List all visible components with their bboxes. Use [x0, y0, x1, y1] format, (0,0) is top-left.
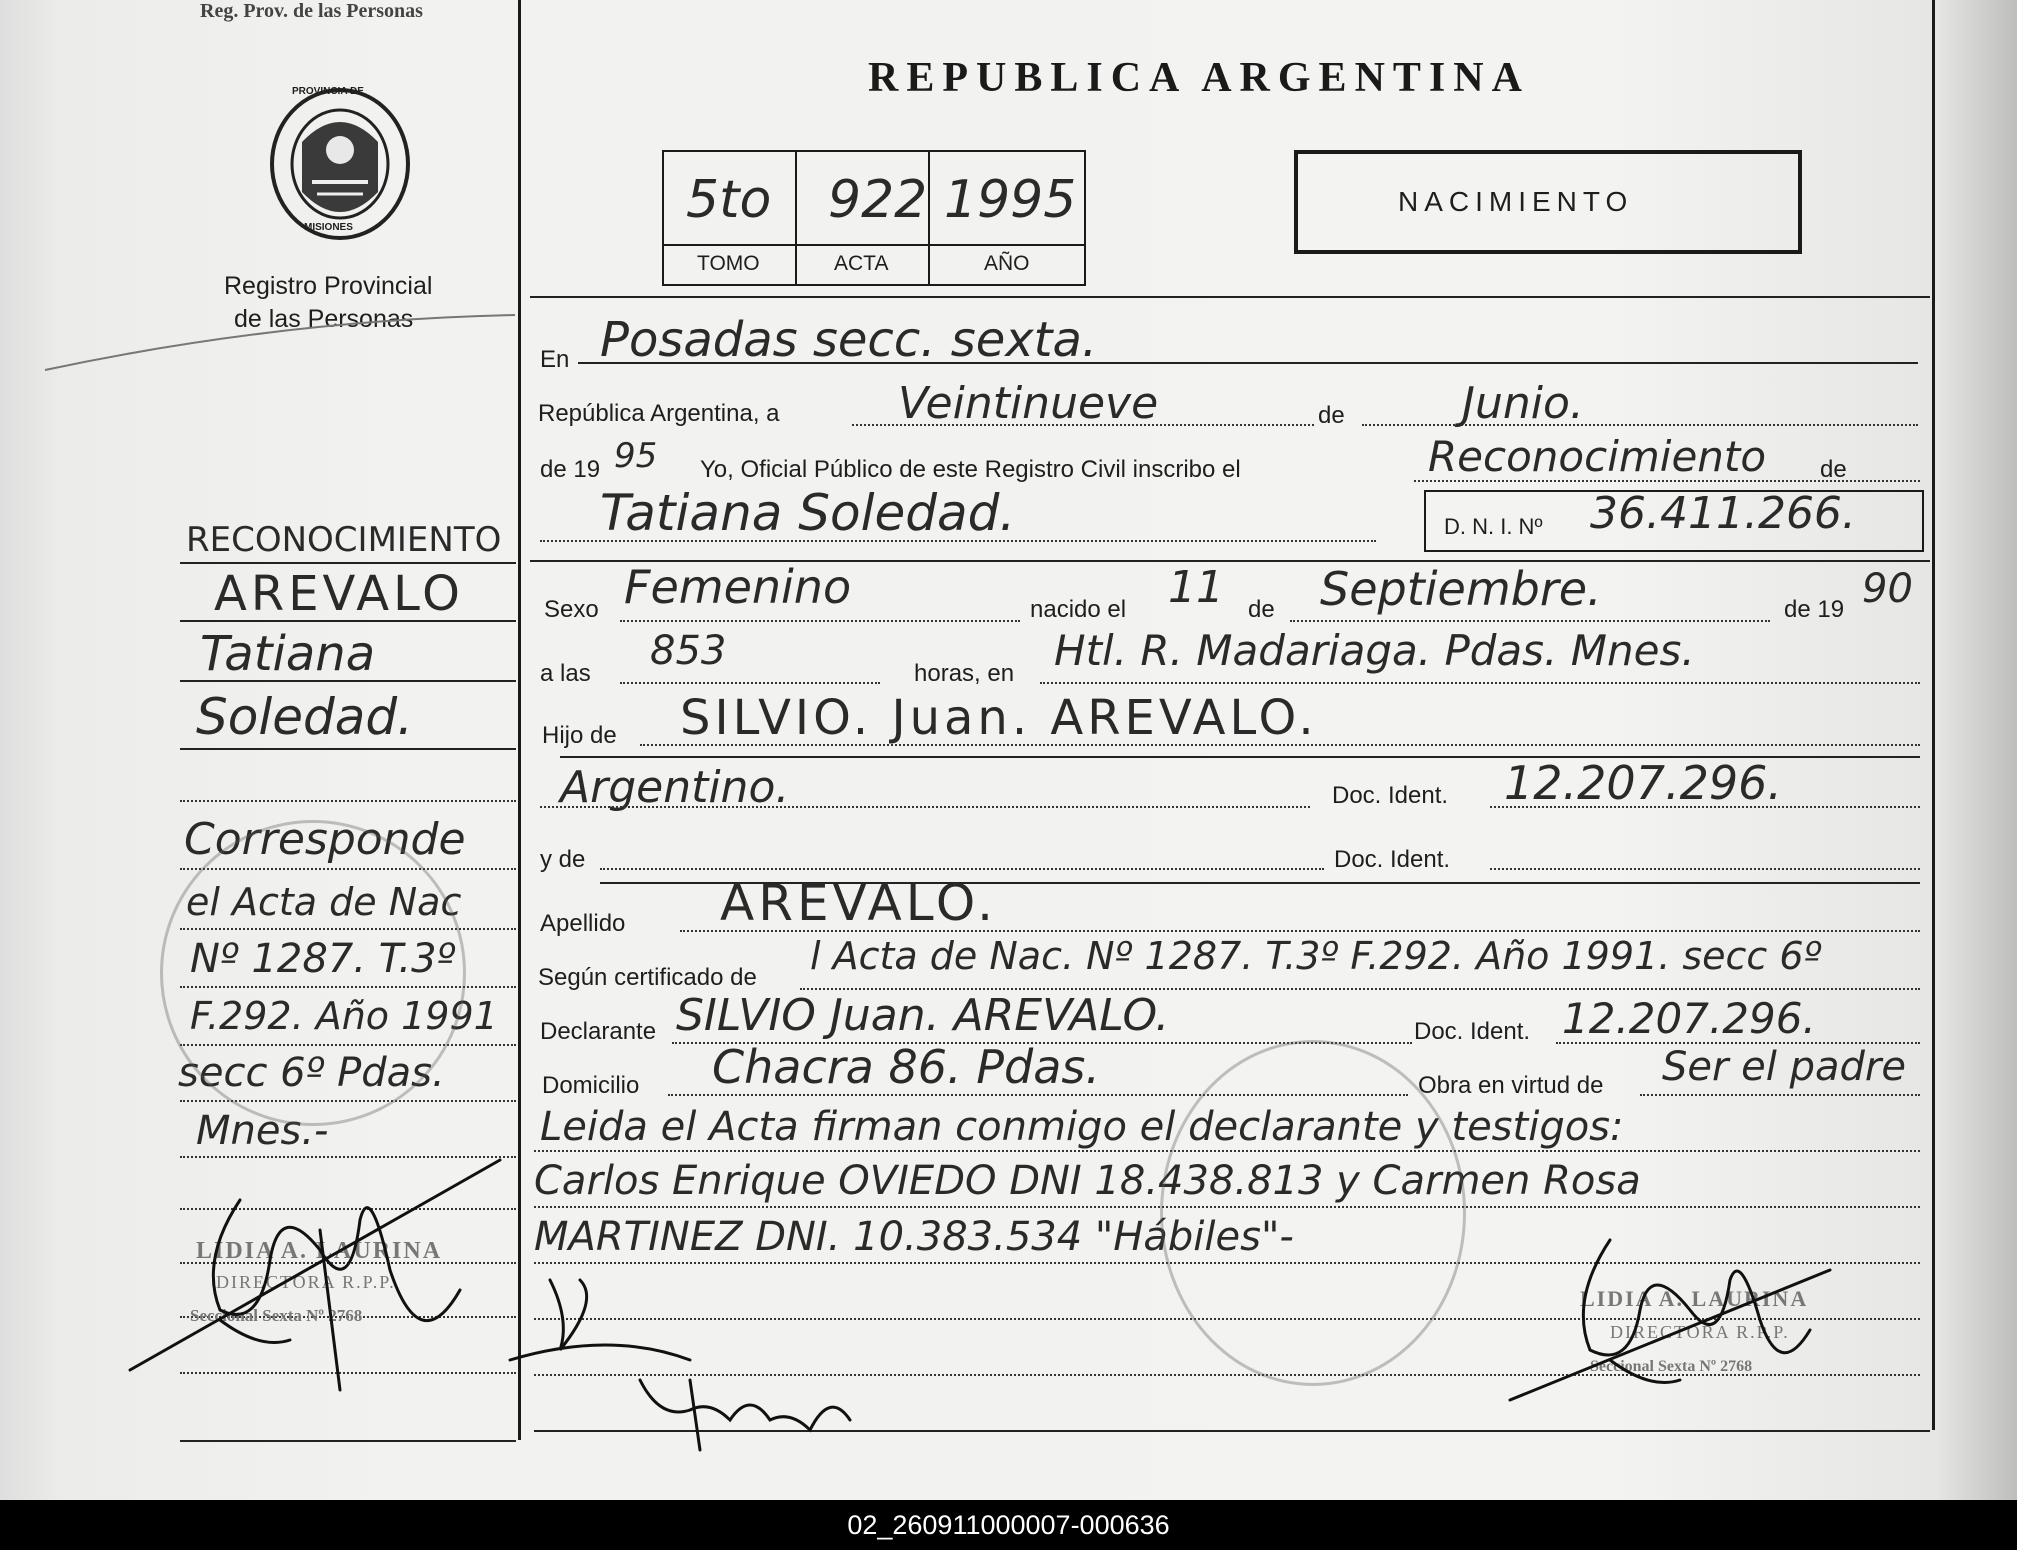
- year-prefix: de 19: [540, 456, 601, 483]
- country-title: REPUBLICA ARGENTINA: [868, 55, 1530, 101]
- address-value: Chacra 86. Pdas.: [712, 1040, 1100, 1094]
- dni-value: 36.411.266.: [1590, 488, 1856, 539]
- record-month-value: Junio.: [1462, 378, 1584, 429]
- margin-note-1: Corresponde: [184, 814, 466, 865]
- name-line: [540, 540, 1376, 542]
- birth-year-prefix: de 19: [1784, 596, 1845, 623]
- hijo-label: Hijo de: [542, 722, 617, 749]
- seal-text-top: PROVINCIA DE: [292, 86, 364, 97]
- horas-label: horas, en: [914, 660, 1015, 687]
- act-type-value: Reconocimiento: [1428, 432, 1767, 481]
- observation-line-1: Leida el Acta firman conmigo el declarante y testigos:: [540, 1104, 1624, 1150]
- acta-label: ACTA: [834, 252, 889, 275]
- margin-name1: Tatiana: [200, 626, 376, 682]
- de-label: de: [1318, 402, 1345, 429]
- registry-header-text: Reg. Prov. de las Personas: [200, 0, 423, 22]
- declarante-doc-label: Doc. Ident.: [1414, 1018, 1531, 1045]
- father-doc-label: Doc. Ident.: [1332, 782, 1449, 809]
- registry-name-line1: Registro Provincial: [224, 272, 433, 300]
- margin-note-3: Nº 1287. T.3º: [190, 936, 456, 982]
- ano-label: AÑO: [984, 252, 1030, 275]
- margin-note-2: el Acta de Nac: [186, 880, 462, 924]
- form-top-rule: [530, 296, 1930, 298]
- document-type: NACIMIENTO: [1398, 186, 1634, 217]
- margin-rule: [180, 748, 516, 750]
- birth-year-value: 90: [1862, 566, 1913, 612]
- margin-divider-line: [40, 310, 520, 390]
- right-border: [1932, 0, 1935, 1430]
- mother-line: [600, 868, 1324, 870]
- margin-note-4: F.292. Año 1991: [190, 994, 498, 1038]
- sexo-label: Sexo: [544, 596, 599, 623]
- father-doc-line: [1490, 806, 1920, 808]
- mother-doc-line: [1490, 868, 1920, 870]
- en-line: [578, 362, 1918, 364]
- father-nationality-value: Argentino.: [560, 762, 790, 813]
- observation-line-2: Carlos Enrique OVIEDO DNI 18.438.813 y Carmen Rosa: [534, 1158, 1641, 1204]
- margin-name2: Soledad.: [196, 688, 413, 746]
- birth-month-value: Septiembre.: [1320, 562, 1602, 616]
- republica-label: República Argentina, a: [538, 400, 780, 427]
- sex-value: Femenino: [624, 560, 852, 614]
- tomo-label: TOMO: [697, 252, 760, 275]
- certificate-value: l Acta de Nac. Nº 1287. T.3º F.292. Año 1991. secc 6º: [810, 934, 1822, 978]
- record-day-value: Veintinueve: [898, 378, 1159, 429]
- margin-rule: [180, 620, 516, 622]
- act-suffix: de: [1820, 456, 1847, 483]
- record-box-divider: [795, 150, 797, 284]
- birth-de-label: de: [1248, 596, 1275, 623]
- image-caption: 02_260911000007-000636: [0, 1500, 2017, 1550]
- seal-text-bottom: MISIONES: [304, 222, 353, 233]
- person-name-value: Tatiana Soledad.: [600, 484, 1016, 542]
- mother-doc-label: Doc. Ident.: [1334, 846, 1451, 873]
- margin-line: [180, 800, 516, 802]
- capacity-value: Ser el padre: [1662, 1044, 1906, 1090]
- declarante-label: Declarante: [540, 1018, 657, 1045]
- sexo-line: [620, 620, 1020, 622]
- obra-label: Obra en virtud de: [1418, 1072, 1604, 1099]
- month-line: [1362, 424, 1918, 426]
- margin-rule: [180, 680, 516, 682]
- apellido-line: [680, 930, 1920, 932]
- father-line: [640, 744, 1920, 746]
- right-round-stamp: [1160, 1040, 1466, 1386]
- birth-hour-value: 853: [650, 628, 727, 674]
- nacido-label: nacido el: [1030, 596, 1127, 623]
- right-official-stamp-line2: DIRECTORA R.P.P.: [1610, 1322, 1790, 1342]
- y-de-label: y de: [540, 846, 586, 873]
- segun-label: Según certificado de: [538, 964, 757, 991]
- right-officer-signature: [1490, 1210, 1850, 1430]
- margin-note-6: Mnes.-: [196, 1108, 329, 1154]
- margin-surname: AREVALO: [214, 566, 464, 622]
- place-of-record-value: Posadas secc. sexta.: [600, 312, 1098, 368]
- record-year-value: 95: [614, 436, 658, 476]
- father-name-value: SILVIO. Juan. AREVALO.: [680, 690, 1318, 746]
- left-official-stamp-line1: LIDIA A. LAURINA: [196, 1238, 443, 1264]
- margin-rule: [180, 562, 516, 564]
- tomo-value: 5to: [686, 170, 772, 230]
- act-line: [1414, 480, 1920, 482]
- record-box-rule: [662, 244, 1084, 246]
- birth-day-value: 11: [1168, 562, 1224, 613]
- birth-place-value: Htl. R. Madariaga. Pdas. Mnes.: [1054, 626, 1695, 675]
- margin-note-5: secc 6º Pdas.: [178, 1050, 445, 1096]
- margin-title: RECONOCIMIENTO: [186, 520, 502, 560]
- father-doc-value: 12.207.296.: [1504, 756, 1782, 810]
- right-official-stamp-line3: Seccional Sexta Nº 2768: [1590, 1358, 1753, 1375]
- record-box-divider: [928, 150, 930, 284]
- nationality-line: [540, 806, 1310, 808]
- registry-name-line2: de las Personas: [234, 305, 414, 333]
- officer-statement: Yo, Oficial Público de este Registro Civil inscribo el: [700, 456, 1241, 483]
- right-official-stamp-line1: LIDIA A. LAURINA: [1580, 1286, 1809, 1311]
- observation-line-3: MARTINEZ DNI. 10.383.534 "Hábiles"-: [534, 1214, 1294, 1260]
- apellido-label: Apellido: [540, 910, 626, 937]
- acta-value: 922: [828, 170, 928, 230]
- dni-label: D. N. I. Nº: [1444, 514, 1543, 539]
- left-round-stamp: [160, 820, 466, 1126]
- left-official-stamp-line2: DIRECTORA R.P.P.: [216, 1272, 396, 1292]
- hour-line: [620, 682, 880, 684]
- domicilio-label: Domicilio: [542, 1072, 640, 1099]
- place-line: [1040, 682, 1920, 684]
- alas-label: a las: [540, 660, 591, 687]
- en-label: En: [540, 346, 570, 373]
- left-official-stamp-line3: Seccional Sexta Nº 2768: [190, 1306, 363, 1325]
- left-officer-signature: [120, 1140, 520, 1440]
- obra-line: [1640, 1094, 1920, 1096]
- ano-value: 1995: [944, 170, 1077, 230]
- birth-month-line: [1290, 620, 1770, 622]
- margin-bottom-rule: [180, 1440, 516, 1442]
- surname-value: AREVALO.: [720, 874, 998, 932]
- declarant-name-value: SILVIO Juan. AREVALO.: [676, 990, 1170, 1041]
- declarant-doc-value: 12.207.296.: [1562, 994, 1816, 1043]
- declarant-signature: [490, 1260, 890, 1460]
